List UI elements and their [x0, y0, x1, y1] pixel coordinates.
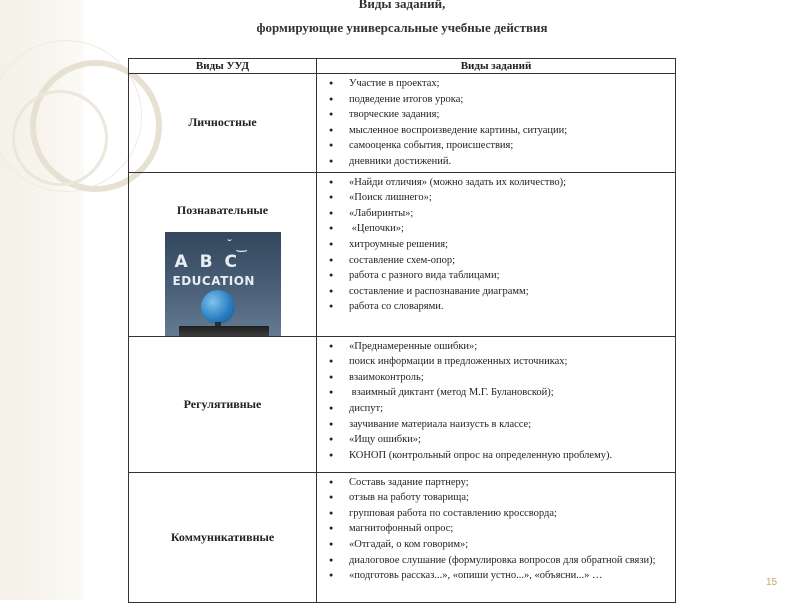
- title-line-2: формирующие универсальные учебные действия: [256, 20, 548, 35]
- list-item: ● самооценка события, происшествия;: [327, 138, 669, 154]
- page-number: 15: [766, 577, 778, 588]
- tasks-cell: [317, 472, 676, 602]
- uud-type-regulatory: Регулятивные: [129, 336, 317, 472]
- uud-table: [128, 58, 676, 603]
- decorative-side-band: [0, 0, 84, 600]
- list-item: ● «Ищу ошибки»;: [327, 432, 669, 448]
- list-item: ● отзыв на работу товарища;: [327, 490, 669, 506]
- uud-type-label: Познавательные: [176, 202, 269, 217]
- tasks-cell: [317, 172, 676, 336]
- tasks-cell: [317, 336, 676, 472]
- list-item: ● магнитофонный опрос;: [327, 521, 669, 537]
- list-item: ● Составь задание партнеру;: [327, 475, 669, 491]
- table-row: [129, 472, 676, 602]
- list-item: ● творческие задания;: [327, 107, 669, 123]
- slide-title: [128, 0, 676, 36]
- list-item: ● «Преднамеренные ошибки»;: [327, 339, 669, 355]
- header-uud-types: Виды УУД: [129, 59, 317, 74]
- list-item: ● диалоговое слушание (формулировка вопросов для обратной связи);: [327, 553, 669, 569]
- list-item: ● дневники достижений.: [327, 154, 669, 170]
- books-icon: [179, 326, 269, 336]
- task-list: [317, 74, 675, 172]
- globe-icon: [201, 290, 235, 324]
- abc-letters: A B C: [174, 251, 240, 272]
- list-item: ● Участие в проектах;: [327, 76, 669, 92]
- list-item: ● составление и распознавание диаграмм;: [327, 284, 669, 300]
- title-line-1: Виды заданий,: [358, 0, 446, 11]
- list-item: ● «Лабиринты»;: [327, 206, 669, 222]
- list-item: ● групповая работа по составлению кроссворда;: [327, 506, 669, 522]
- table-row: [129, 74, 676, 173]
- task-list: [317, 473, 675, 586]
- list-item: ● работа со словарями.: [327, 299, 669, 315]
- list-item: ● взаимный диктант (метод М.Г. Булановской);: [327, 385, 669, 401]
- decorative-ring: [12, 90, 108, 186]
- list-item: ● диспут;: [327, 401, 669, 417]
- smile-doodle: ˘ ‿: [226, 237, 247, 252]
- list-item: ● «Поиск лишнего»;: [327, 190, 669, 206]
- header-task-types: Виды заданий: [317, 59, 676, 74]
- list-item: ● работа с разного вида таблицами;: [327, 268, 669, 284]
- education-image: [165, 232, 281, 336]
- list-item: ● «Цепочки»;: [327, 221, 669, 237]
- education-caption: EDUCATION: [172, 273, 255, 288]
- list-item: ● «Отгадай, о ком говорим»;: [327, 537, 669, 553]
- task-list: [317, 337, 675, 466]
- list-item: ● подведение итогов урока;: [327, 92, 669, 108]
- uud-type-communicative: Коммуникативные: [129, 472, 317, 602]
- list-item: ● поиск информации в предложенных источниках;: [327, 354, 669, 370]
- tasks-cell: [317, 74, 676, 173]
- list-item: ● взаимоконтроль;: [327, 370, 669, 386]
- task-list: [317, 173, 675, 317]
- uud-type-personal: Личностные: [129, 74, 317, 173]
- table-row: [129, 336, 676, 472]
- uud-type-cognitive: [129, 172, 317, 336]
- table-header-row: [129, 59, 676, 74]
- list-item: ● составление схем-опор;: [327, 253, 669, 269]
- table-row: [129, 172, 676, 336]
- list-item: ● мысленное воспроизведение картины, ситуации;: [327, 123, 669, 139]
- list-item: ● «подготовь рассказ...», «опиши устно...», «объясни...» …: [327, 568, 669, 584]
- list-item: ● «Найди отличия» (можно задать их количество);: [327, 175, 669, 191]
- list-item: ● КОНОП (контрольный опрос на определенную проблему).: [327, 448, 669, 464]
- list-item: ● хитроумные решения;: [327, 237, 669, 253]
- list-item: ● заучивание материала наизусть в классе;: [327, 417, 669, 433]
